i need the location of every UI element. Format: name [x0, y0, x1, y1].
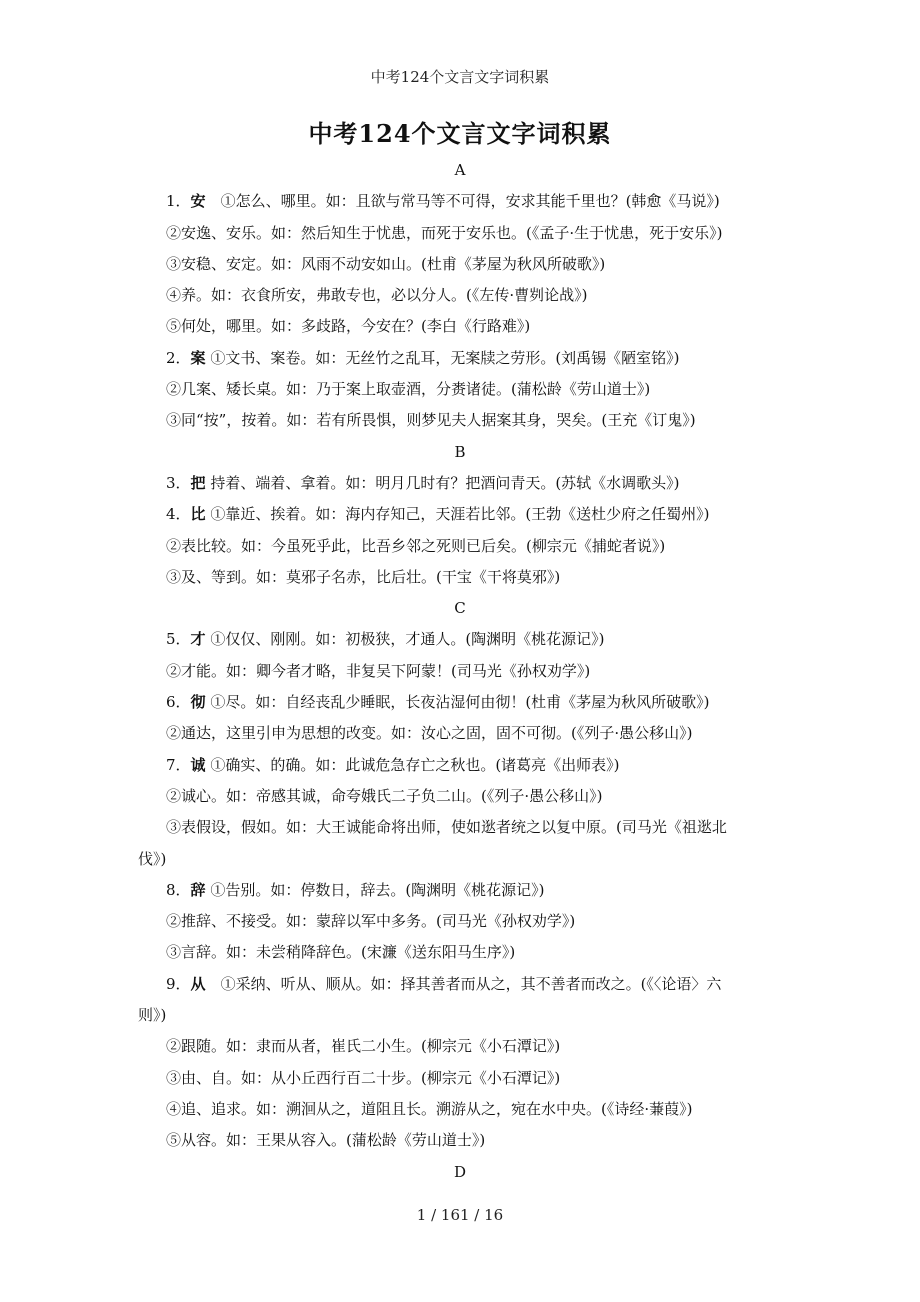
document-body [0, 155, 920, 1188]
entry-line [0, 875, 920, 906]
entry-definition: ①采纳、听从、顺从。如：择其善者而从之，其不善者而改之。(《〈论语〉六 [205, 974, 722, 993]
entry-definition: ①仅仅、刚刚。如：初极狭，才通人。(陶渊明《桃花源记》) [205, 630, 605, 649]
continuation-line: 则》) [138, 1006, 167, 1025]
entry-line [0, 969, 920, 1000]
entry-line [0, 750, 920, 781]
section-letter: A [454, 161, 466, 179]
definition-line: ②推辞、不接受。如：蒙辞以军中多务。(司马光《孙权劝学》) [166, 912, 576, 931]
definition-line: ②诚心。如：帝感其诚，命夸娥氏二子负二山。(《列子·愚公移山》) [166, 786, 603, 805]
entry-line [0, 687, 920, 718]
entry-word: 才 [190, 630, 206, 649]
entry-word: 从 [190, 974, 206, 993]
entry-definition: ①告别。如：停数日，辞去。(陶渊明《桃花源记》) [205, 880, 545, 899]
entry-definition: ①文书、案卷。如：无丝竹之乱耳，无案牍之劳形。(刘禹锡《陋室铭》) [205, 348, 680, 367]
entry-word: 比 [190, 505, 206, 524]
definition-line: ⑤从容。如：王果从容入。(蒲松龄《劳山道士》) [166, 1131, 486, 1150]
definition-line: ③同“按”，按着。如：若有所畏惧，则梦见夫人据案其身，哭矣。(王充《订鬼》) [166, 411, 696, 430]
entry-word: 案 [190, 348, 206, 367]
section-letter: D [453, 1162, 467, 1181]
continuation-line: 伐》) [138, 849, 167, 868]
definition-line: ③及、等到。如：莫邪子名赤，比后壮。(干宝《干将莫邪》) [166, 567, 561, 586]
entry-word: 诚 [190, 755, 206, 774]
page-footer: 1 / 161 / 16 [416, 1206, 504, 1224]
entry-line [0, 624, 920, 655]
definition-line: ③安稳、安定。如：风雨不动安如山。(杜甫《茅屋为秋风所破歌》) [166, 254, 606, 273]
entry-definition: ①靠近、挨着。如：海内存知己，天涯若比邻。(王勃《送杜少府之任蜀州》) [205, 505, 710, 524]
entry-number: 4． [166, 505, 191, 524]
definition-line: ②通达，这里引申为思想的改变。如：汝心之固，固不可彻。(《列子·愚公移山》) [166, 724, 693, 743]
definition-line: ④养。如：衣食所安，弗敢专也，必以分人。(《左传·曹刿论战》) [166, 286, 588, 305]
page-header: 中考124个文言文字词积累 [370, 68, 550, 86]
entry-number: 5． [166, 630, 191, 649]
definition-line: ③表假设，假如。如：大王诚能命将出师，使如逖者统之以复中原。(司马光《祖逖北 [166, 818, 727, 837]
definition-line: ③由、自。如：从小丘西行百二十步。(柳宗元《小石潭记》) [166, 1068, 561, 1087]
entry-word: 把 [190, 473, 206, 492]
section-letter: B [454, 442, 466, 461]
entry-line [0, 186, 920, 217]
section-letter: C [454, 599, 466, 618]
entry-line [0, 499, 920, 530]
entry-number: 1． [166, 192, 191, 211]
definition-line: ②才能。如：卿今者才略，非复吴下阿蒙！(司马光《孙权劝学》) [166, 661, 591, 680]
entry-definition: ①确实、的确。如：此诚危急存亡之秋也。(诸葛亮《出师表》) [205, 755, 620, 774]
entry-number: 8． [166, 880, 191, 899]
entry-number: 7． [166, 755, 191, 774]
definition-line: ④追、追求。如：溯洄从之，道阻且长。溯游从之，宛在水中央。(《诗经·蒹葭》) [166, 1099, 693, 1118]
entry-definition: 持着、端着、拿着。如：明月几时有？把酒问青天。(苏轼《水调歌头》) [205, 473, 680, 492]
definition-line: ②表比较。如：今虽死乎此，比吾乡邻之死则已后矣。(柳宗元《捕蛇者说》) [166, 536, 666, 555]
entry-number: 9． [166, 974, 191, 993]
definition-line: ②安逸、安乐。如：然后知生于忧患，而死于安乐也。(《孟子·生于忧患，死于安乐》) [166, 223, 723, 242]
entry-definition: ①怎么、哪里。如：且欲与常马等不可得，安求其能千里也？(韩愈《马说》) [205, 192, 720, 211]
entry-definition: ①尽。如：自经丧乱少睡眠，长夜沾湿何由彻！(杜甫《茅屋为秋风所破歌》) [205, 693, 710, 712]
entry-line [0, 468, 920, 499]
entry-number: 3． [166, 473, 191, 492]
entry-word: 辞 [190, 880, 206, 899]
entry-word: 彻 [190, 693, 206, 712]
document-title: 中考124个文言文字词积累 [308, 119, 612, 148]
definition-line: ②跟随。如：隶而从者，崔氏二小生。(柳宗元《小石潭记》) [166, 1037, 561, 1056]
entry-number: 6． [166, 693, 191, 712]
definition-line: ⑤何处，哪里。如：多歧路，今安在？(李白《行路难》) [166, 317, 531, 336]
entry-number: 2． [166, 348, 191, 367]
entry-word: 安 [190, 192, 206, 211]
entry-line [0, 343, 920, 374]
definition-line: ③言辞。如：未尝稍降辞色。(宋濂《送东阳马生序》) [166, 943, 516, 962]
definition-line: ②几案、矮长桌。如：乃于案上取壶酒，分赉诸徒。(蒲松龄《劳山道士》) [166, 380, 651, 399]
